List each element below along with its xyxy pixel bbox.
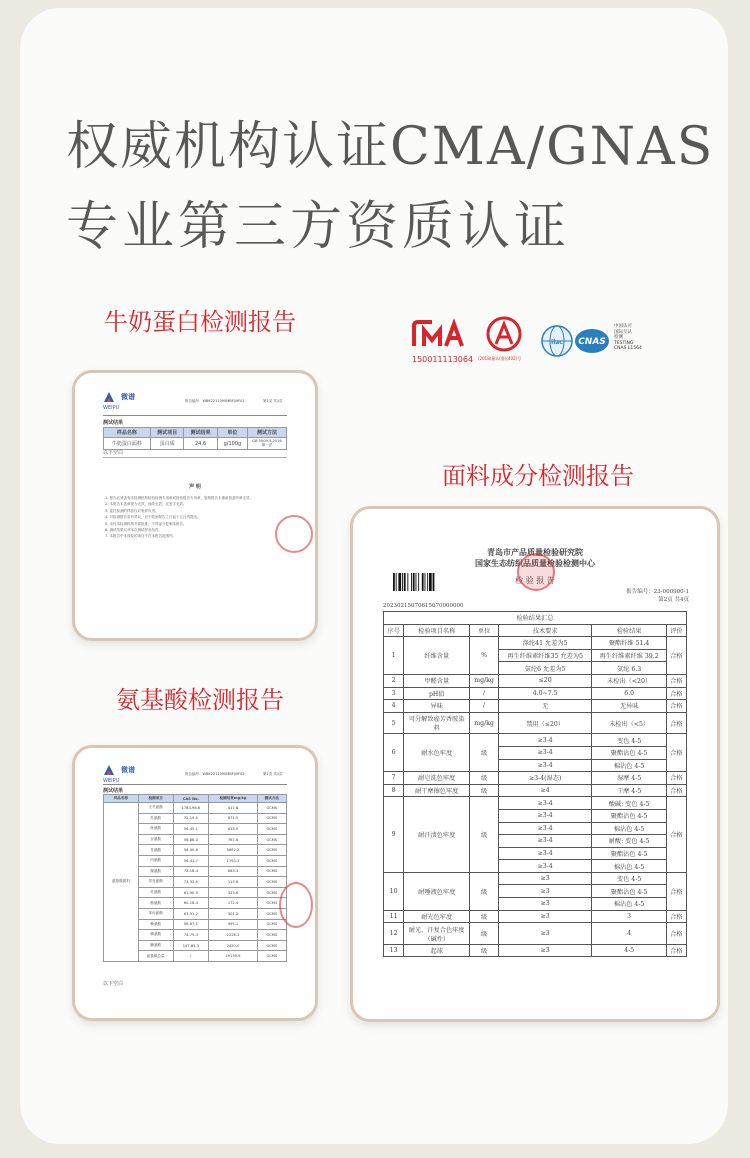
table-cell: 7 (384, 772, 404, 785)
cnas-caption-4: TESTING (614, 340, 634, 346)
table-cell: 3 (384, 687, 404, 700)
weipu-brand-text: 微谱 (121, 393, 135, 401)
table-cell: 合格 (666, 910, 686, 923)
table-cell: 甲醛含量 (404, 674, 470, 687)
table-cell: 56-41-7 (173, 855, 209, 866)
table-cell: 级 (470, 872, 499, 910)
table-cell: 精氨酸 (138, 930, 173, 941)
table-cell: 脯氨酸 (138, 940, 173, 951)
weipu-logo-icon (103, 391, 115, 403)
summary-title-row (384, 612, 687, 625)
table-cell: 11 (384, 910, 404, 923)
table-cell: pH值 (404, 687, 470, 700)
table-header: 单位 (470, 624, 499, 637)
table-row (384, 923, 687, 945)
table-cell: 异味 (404, 700, 470, 713)
table-cell: 纤维含量 (404, 637, 470, 675)
table-cell: 合格 (666, 712, 686, 734)
milk-report-heading: 牛奶蛋白检测报告 (104, 308, 296, 336)
table-cell: 聚酯沾色 4-5 (592, 746, 666, 759)
table-cell: GCMS (257, 930, 286, 941)
table-cell: 未检出（<20） (592, 674, 666, 687)
table-cell: 9 (384, 797, 404, 873)
table-row (384, 700, 687, 713)
table-cell: 变色 4-5 (592, 872, 666, 885)
table-header: 测试结果 (184, 428, 217, 438)
cnas-icon (574, 326, 610, 356)
table-row (384, 797, 687, 810)
table-cell: ≥3-4 (498, 847, 592, 860)
table-header: 测试方法 (257, 795, 286, 803)
table-cell: 合格 (666, 700, 686, 713)
table-cell: 147-85-3 (173, 940, 209, 951)
table-cell: 1793.3 (209, 855, 257, 866)
table-cell: 湿摩 4-5 (592, 772, 666, 785)
table-cell: 12 (384, 923, 404, 945)
table-cell: 24.6 (184, 438, 217, 450)
table-cell: ≥3 (498, 872, 592, 885)
amino-report-heading: 氨基酸检测报告 (116, 686, 284, 714)
milk-footer-blank: 以下空白 (103, 450, 124, 456)
table-cell: ≥3-4 (498, 797, 592, 810)
table-cell: 再生纤维素纤维 39.2 (592, 649, 666, 662)
table-cell: 棉沾色 4-5 (592, 822, 666, 835)
hero-title-line-1: 权威机构认证CMA/GNAS (66, 117, 715, 177)
table-cell: 2 (384, 674, 404, 687)
table-cell: ≥3-4(湿态) (498, 772, 592, 785)
table-cell: GCMS (257, 845, 286, 856)
table-cell: 4-5 (592, 944, 666, 957)
table-cell: 氨基酸总量 (138, 951, 173, 962)
certification-badges (406, 316, 648, 374)
ilac-globe-icon (540, 324, 574, 358)
table-cell: 3 (592, 910, 666, 923)
fabric-report-frame (350, 506, 720, 1022)
table-cell: GCMS (257, 813, 286, 824)
table-cell: GCMS (257, 919, 286, 930)
cnas-logo (574, 326, 610, 358)
table-cell: 无 (498, 700, 592, 713)
milk-report-divider (103, 415, 287, 416)
table-cell: 聚酯沾色 4-5 (592, 809, 666, 822)
table-cell: 级 (470, 923, 499, 945)
table-header: 样品名称 (104, 428, 151, 438)
table-cell: mg/kg (470, 674, 499, 687)
fabric-red-stamp (517, 553, 555, 591)
milk-red-stamp (275, 515, 313, 553)
table-cell: 6.0 (592, 687, 666, 700)
table-cell: 合格 (666, 797, 686, 873)
table-header: 检测项目 (138, 795, 173, 803)
fabric-summary-title: 检验结果汇总 (384, 612, 687, 625)
table-cell: 起球 (404, 944, 470, 957)
table-cell: / (173, 951, 209, 962)
table-cell: 耐水色牢度 (404, 734, 470, 772)
table-cell: g/100g (217, 438, 247, 450)
table-cell: 5662.2 (209, 845, 257, 856)
table-cell: 合格 (666, 734, 686, 772)
table-cell: 氨纶 6.3 (592, 662, 666, 675)
fabric-institute-name: 青岛市产品质量检验研究院 (487, 547, 583, 557)
amino-results-table (103, 794, 287, 962)
table-cell: 未检出（<5） (592, 712, 666, 734)
table-cell: ≥4 (498, 784, 592, 797)
ilac-mra-logo (540, 324, 576, 360)
table-cell: 氨纶6 允差为5 (498, 662, 592, 675)
table-cell: 合格 (666, 944, 686, 957)
table-cell: 涤纶41 允差为5 (498, 637, 592, 650)
amino-report-number: 报告编号：WBK2211090MBF09F02 (185, 772, 245, 776)
table-row (384, 772, 687, 785)
table-row (104, 438, 287, 450)
table-row (384, 687, 687, 700)
fabric-report-page: 第2页 共4页 (658, 597, 689, 603)
table-cell: 1783-96-6 (173, 803, 209, 814)
table-row (384, 712, 687, 734)
svg-text:CNAS: CNAS (578, 337, 606, 347)
table-cell: 合格 (666, 872, 686, 910)
table-cell: GCMS (257, 951, 286, 962)
cnas-caption-5: CNAS L1564 (614, 346, 642, 351)
table-cell: 酪氨酸 (138, 898, 173, 909)
table-cell: ≥3-4 (498, 822, 592, 835)
table-header: 样品名称 (104, 795, 139, 803)
table-cell: 级 (470, 784, 499, 797)
amino-report-brand (103, 764, 135, 776)
cal-caption: (2018)量认(鲁)(402)号 (478, 356, 522, 361)
table-cell: / (470, 700, 499, 713)
table-cell: 苏氨酸 (138, 813, 173, 824)
table-cell: 60-18-4 (173, 898, 209, 909)
amino-report-frame (72, 745, 318, 1021)
table-cell: 耐唾液色牢度 (404, 872, 470, 910)
table-cell: 级 (470, 910, 499, 923)
table-cell: 聚酯沾色 4-5 (592, 847, 666, 860)
statement-item: 3. 委托检测的样品仅对来样负责。 (105, 508, 159, 513)
table-cell: 56-40-6 (173, 845, 209, 856)
table-cell: 2228.3 (209, 930, 257, 941)
table-cell: 613.9 (209, 824, 257, 835)
table-cell: % (470, 637, 499, 675)
table-row (384, 637, 687, 650)
table-header: 序号 (384, 624, 404, 637)
table-cell: 耐汗渍色牢度 (404, 797, 470, 873)
cnas-caption-2: 国际互认 (614, 329, 632, 335)
table-cell: 天冬氨酸 (138, 803, 173, 814)
table-cell: 4 (592, 923, 666, 945)
table-cell: GCMS (257, 898, 286, 909)
amino-report-paper (95, 758, 295, 1004)
table-cell: 谷氨酸 (138, 834, 173, 845)
table-cell: mg/kg (470, 712, 499, 734)
fabric-results-table (383, 611, 687, 957)
weipu-brand-en: WEIPU (103, 778, 120, 784)
table-row (384, 734, 687, 747)
table-cell: ≥3 (498, 944, 592, 957)
table-cell: 耐酸: 变色 4-5 (592, 835, 666, 848)
table-row (384, 872, 687, 885)
table-cell: ≥3-4 (498, 746, 592, 759)
table-cell: 6 (384, 734, 404, 772)
table-cell: 变色 4-5 (592, 734, 666, 747)
table-cell: 8 (384, 784, 404, 797)
weipu-brand-text: 微谱 (121, 766, 135, 774)
cal-logo (478, 316, 532, 364)
table-cell: 合格 (666, 923, 686, 945)
table-cell: 棉沾色 4-5 (592, 759, 666, 772)
cnas-caption-3: 检测 (614, 335, 623, 340)
weipu-brand-en: WEIPU (103, 405, 120, 411)
table-cell: 丝氨酸 (138, 824, 173, 835)
table-cell: 56-45-1 (173, 824, 209, 835)
cma-icon (410, 318, 464, 350)
table-cell: 10 (384, 872, 404, 910)
table-cell: 1 (384, 637, 404, 675)
table-cell: 合格 (666, 772, 686, 785)
table-header: CAS No. (173, 795, 209, 803)
milk-footer-divider (103, 457, 287, 458)
milk-statement-title: 声 明 (189, 484, 201, 490)
amino-report-divider (103, 784, 287, 785)
table-cell: 74-79-3 (173, 930, 209, 941)
statement-item: 4. 对检测报告若有异议，应于收到报告之日起十五日内提出。 (105, 515, 201, 520)
table-cell: 耐光色牢度 (404, 910, 470, 923)
statement-item: 7. 本报告中未涉及的项目不在本报告范围内。 (105, 534, 176, 539)
table-cell: 耐光、汗复合色牢度（碱性） (404, 923, 470, 945)
table-header-row (104, 795, 287, 803)
table-cell: 63-91-2 (173, 908, 209, 919)
table-cell: 丙氨酸 (138, 855, 173, 866)
table-cell: 13 (384, 944, 404, 957)
cma-logo (410, 318, 474, 364)
table-cell: / (470, 687, 499, 700)
table-header: 检测结果mg/kg (209, 795, 257, 803)
table-cell: 耐皂洗色牢度 (404, 772, 470, 785)
table-cell: 可分解致癌芳香胺染料 (404, 712, 470, 734)
fabric-report-number: 报告编号：23-000900-1 (626, 589, 689, 595)
table-cell: 353.6 (209, 887, 257, 898)
table-cell: 耐干摩擦色牢度 (404, 784, 470, 797)
table-cell: 合格 (666, 784, 686, 797)
table-header: 评价 (666, 624, 686, 637)
table-header: 单位 (217, 428, 247, 438)
table-cell: 蛋白质 (150, 438, 183, 450)
table-header-row (104, 428, 287, 438)
table-row (104, 803, 287, 814)
table-cell: ≥3-4 (498, 860, 592, 873)
milk-report-page: 第1页 共1页 (263, 399, 283, 403)
table-cell: 聚酯纤维 51.4 (592, 637, 666, 650)
table-header: 技术要求 (498, 624, 592, 637)
statement-item: 5. 未经本检测机构书面批准，不得部分复制本报告。 (105, 521, 187, 526)
milk-statement-list (105, 495, 287, 540)
table-cell: 56-86-0 (173, 834, 209, 845)
fabric-barcode-number: 20230215070615070000000 (383, 603, 464, 609)
table-cell: 无异味 (592, 700, 666, 713)
table-cell: 871.5 (209, 813, 257, 824)
weipu-logo-icon (103, 764, 115, 776)
fabric-center-name: 国家生态纺织品质量检验检测中心 (475, 558, 595, 568)
table-cell: 聚酯沾色 4-5 (592, 885, 666, 898)
table-header: 检验项目名称 (404, 624, 470, 637)
table-cell: 56-87-1 (173, 919, 209, 930)
table-cell: 合格 (666, 674, 686, 687)
fabric-report-title: 检 验 报 告 (515, 576, 555, 585)
table-cell: ≥3 (498, 910, 592, 923)
table-cell: 合格 (666, 687, 686, 700)
table-cell: ≥3-4 (498, 734, 592, 747)
table-cell: ≥3-4 (498, 759, 592, 772)
milk-report-paper (95, 385, 295, 625)
table-cell: ≥3 (498, 923, 592, 945)
table-cell: GCMS (257, 866, 286, 877)
statement-item: 2. 本报告未盖章视为无效，涂改无效，无签字无效。 (105, 502, 187, 507)
table-cell: 级 (470, 734, 499, 772)
table-cell: GB 5009.5-2016 第一法 (248, 438, 287, 450)
table-cell: 72-19-5 (173, 813, 209, 824)
table-cell: 5 (384, 712, 404, 734)
table-row (384, 910, 687, 923)
table-cell: 牛奶蛋白面料 (104, 438, 151, 450)
table-cell: 棉沾色 4-5 (592, 898, 666, 911)
table-cell: GCMS (257, 940, 286, 951)
fabric-report-heading: 面料成分检测报告 (442, 462, 634, 490)
table-cell: 2420.0 (209, 940, 257, 951)
table-cell: 禁用（≤20） (498, 712, 592, 734)
amino-results-label: 测试结果 (103, 788, 124, 794)
table-cell: 663.3 (209, 866, 257, 877)
table-cell: 再生纤维素纤维35 允差为5 (498, 649, 592, 662)
table-cell: 61-90-5 (173, 887, 209, 898)
table-cell: 异亮氨酸 (138, 877, 173, 888)
table-cell: 411.8 (209, 803, 257, 814)
hero-title-line-2: 专业第三方资质认证 (66, 197, 571, 257)
table-cell: 棉沾色 4-5 (592, 860, 666, 873)
table-header: 测试方法 (248, 428, 287, 438)
table-cell: 赖氨酸 (138, 919, 173, 930)
table-row (384, 944, 687, 957)
table-cell: 甘氨酸 (138, 845, 173, 856)
table-cell: 995.1 (209, 919, 257, 930)
amino-report-page: 第1页 共1页 (263, 772, 283, 776)
milk-report-number: 报告编号：WBK2211090MBF09F01 (185, 399, 245, 403)
table-cell: 4.0~7.5 (498, 687, 592, 700)
table-row (384, 784, 687, 797)
fabric-report-paper (375, 535, 695, 1005)
table-cell: ≥3-4 (498, 809, 592, 822)
table-cell: GCMS (257, 908, 286, 919)
table-cell: 缬氨酸 (138, 866, 173, 877)
table-cell: ≥3 (498, 898, 592, 911)
table-cell: GCMS (257, 855, 286, 866)
table-cell: 级 (470, 772, 499, 785)
table-cell: ≤20 (498, 674, 592, 687)
fabric-summary-block (383, 611, 687, 957)
amino-footer-blank: 以下空白 (103, 981, 124, 987)
milk-report-frame (72, 370, 318, 641)
table-cell: 172.4 (209, 898, 257, 909)
statement-item: 1. 报告必须盖有本检测机构检验检测专用章或检验报告专用章，复制报告未重新加盖印章无效。 (105, 496, 253, 500)
statement-item: 6. 测试结果仅对本次测试样品负责。 (105, 528, 162, 533)
cnas-captions (614, 324, 642, 352)
table-cell: 氨基酸面料 (104, 803, 139, 962)
table-header: 检验结果 (592, 624, 666, 637)
table-cell: 767.6 (209, 834, 257, 845)
table-cell: GCMS (257, 803, 286, 814)
table-cell: 级 (470, 797, 499, 873)
svg-text:ilac: ilac (551, 339, 563, 346)
table-cell: GCMS (257, 887, 286, 898)
amino-red-stamp (279, 882, 313, 928)
table-cell: 113.8 (209, 877, 257, 888)
table-cell: 301.2 (209, 908, 257, 919)
table-row (384, 674, 687, 687)
table-cell: 苯丙氨酸 (138, 908, 173, 919)
table-cell: 干摩 4-5 (592, 784, 666, 797)
table-header: 测试项目 (150, 428, 183, 438)
table-cell: 亮氨酸 (138, 887, 173, 898)
milk-report-brand (103, 391, 135, 403)
table-cell: 72-18-4 (173, 866, 209, 877)
table-cell: 19139.9 (209, 951, 257, 962)
table-cell: 4 (384, 700, 404, 713)
cnas-caption-1: 中国认可 (614, 324, 632, 329)
table-cell: GCMS (257, 824, 286, 835)
table-cell: ≥3 (498, 885, 592, 898)
table-cell: 酸碱: 变色 4-5 (592, 797, 666, 810)
cal-icon (484, 316, 524, 352)
table-header-row (384, 624, 687, 637)
table-cell: 级 (470, 944, 499, 957)
table-cell: GCMS (257, 877, 286, 888)
table-cell: 合格 (666, 637, 686, 675)
milk-results-table (103, 427, 287, 450)
table-cell: 73-32-5 (173, 877, 209, 888)
cma-number: 150011113064 (412, 355, 474, 364)
table-cell: GCMS (257, 834, 286, 845)
table-cell: ≥3-4 (498, 835, 592, 848)
milk-results-label: 测试结果 (103, 420, 124, 426)
